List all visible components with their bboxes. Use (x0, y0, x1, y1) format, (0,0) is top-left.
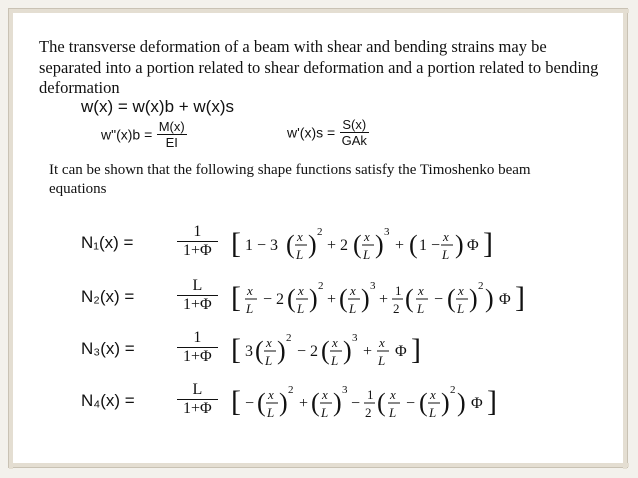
prefactor-numerator: L (177, 381, 218, 400)
equation-bending-lhs: w"(x)b = (101, 126, 153, 143)
svg-text:(: ( (447, 284, 456, 313)
svg-text:(: ( (311, 388, 320, 417)
shape-function-body (229, 327, 637, 373)
slide (8, 8, 628, 468)
equation-bending-denominator: EI (165, 135, 178, 150)
shape-function-body-svg (229, 221, 637, 267)
prefactor-numerator: 1 (177, 223, 218, 242)
svg-text:1 −: 1 − (419, 237, 441, 254)
shape-function-n2 (81, 275, 638, 325)
svg-text:): ) (279, 388, 288, 417)
svg-text:L: L (349, 301, 357, 316)
svg-text:): ) (343, 336, 352, 365)
prefactor-numerator: L (177, 277, 218, 296)
slide-border-bottom (9, 463, 629, 467)
svg-text:Φ: Φ (395, 343, 407, 360)
prefactor-denominator: 1+Φ (183, 348, 212, 365)
equation-bending-fraction (157, 119, 187, 150)
svg-text:2: 2 (393, 301, 400, 316)
equation-shear-lhs: w'(x)s = (287, 124, 336, 141)
svg-text:(: ( (287, 284, 296, 313)
svg-text:): ) (309, 284, 318, 313)
shape-function-n4 (81, 379, 638, 429)
svg-text:x: x (430, 387, 436, 402)
svg-text:[: [ (231, 227, 241, 260)
prefactor-numerator: 1 (177, 329, 218, 348)
equation-shear-denominator: GAk (341, 133, 367, 148)
svg-text:x: x (364, 229, 370, 244)
shape-function-body (229, 221, 637, 267)
equation-bending-numerator: M(x) (158, 119, 185, 134)
prefactor-denominator: 1+Φ (183, 400, 212, 417)
prefactor-denominator: 1+Φ (183, 296, 212, 313)
shape-function-label: N₄(x) = (81, 391, 135, 410)
svg-text:x: x (350, 283, 356, 298)
equation-total-deflection: w(x) = w(x)b + w(x)s (81, 97, 234, 116)
svg-text:L: L (246, 301, 254, 316)
svg-text:2: 2 (318, 280, 324, 292)
svg-text:+: + (363, 343, 373, 360)
svg-text:): ) (361, 284, 370, 313)
svg-text:(: ( (286, 230, 295, 259)
svg-text:]: ] (483, 227, 493, 260)
svg-text:): ) (375, 230, 384, 259)
svg-text:L: L (296, 247, 304, 262)
shape-function-label: N₁(x) = (81, 233, 134, 252)
svg-text:]: ] (487, 385, 497, 418)
svg-text:1: 1 (367, 387, 374, 402)
shape-function-body (229, 275, 637, 321)
svg-text:2: 2 (365, 405, 372, 420)
intro-paragraph: The transverse deformation of a beam with shear and bending strains may be separated into a portion related to shear deformation and a portion related to bending deformation (39, 37, 599, 97)
svg-text:x: x (298, 283, 304, 298)
shape-function-prefactor (177, 223, 218, 260)
svg-text:x: x (379, 335, 385, 350)
svg-text:Φ: Φ (499, 291, 511, 308)
svg-text:L: L (331, 353, 339, 368)
shape-function-label: N₂(x) = (81, 287, 135, 306)
svg-text:): ) (441, 388, 450, 417)
svg-text:2: 2 (288, 384, 294, 396)
equation-bending (101, 119, 187, 159)
svg-text:L: L (321, 405, 329, 420)
svg-text:(: ( (353, 230, 362, 259)
svg-text:(: ( (339, 284, 348, 313)
svg-text:−: − (245, 395, 255, 412)
slide-border-top (9, 9, 629, 13)
svg-text:x: x (332, 335, 338, 350)
svg-text:x: x (390, 387, 396, 402)
svg-text:−: − (434, 291, 444, 308)
svg-text:−: − (351, 395, 361, 412)
svg-text:(: ( (405, 284, 414, 313)
svg-text:x: x (443, 229, 449, 244)
svg-text:−: − (406, 395, 416, 412)
shape-function-body-svg (229, 327, 637, 373)
equation-shear-fraction (340, 117, 369, 148)
svg-text:3: 3 (245, 343, 253, 360)
svg-text:(: ( (419, 388, 428, 417)
svg-text:(: ( (257, 388, 266, 417)
shape-function-body (229, 379, 637, 425)
svg-text:(: ( (321, 336, 330, 365)
shape-function-label: N₃(x) = (81, 339, 135, 358)
svg-text:3: 3 (370, 280, 376, 292)
svg-text:x: x (247, 283, 253, 298)
svg-text:1: 1 (395, 283, 402, 298)
svg-text:+ 2: + 2 (327, 237, 349, 254)
svg-text:L: L (363, 247, 371, 262)
slide-border-left (9, 9, 13, 469)
svg-text:L: L (265, 353, 273, 368)
svg-text:L: L (417, 301, 425, 316)
statement-paragraph: It can be shown that the following shape functions satisfy the Timoshenko beam equations (49, 162, 531, 197)
svg-text:2: 2 (478, 280, 484, 292)
svg-text:L: L (442, 247, 450, 262)
svg-text:2: 2 (286, 332, 292, 344)
svg-text:− 2: − 2 (297, 343, 319, 360)
svg-text:(: ( (377, 388, 386, 417)
svg-text:): ) (308, 230, 317, 259)
svg-text:L: L (297, 301, 305, 316)
shape-function-prefactor (177, 381, 218, 418)
svg-text:]: ] (515, 281, 525, 314)
svg-text:x: x (297, 229, 303, 244)
svg-text:+: + (299, 395, 309, 412)
shape-function-prefactor (177, 329, 218, 366)
svg-text:x: x (268, 387, 274, 402)
svg-text:Φ: Φ (471, 395, 483, 412)
svg-text:x: x (322, 387, 328, 402)
svg-text:Φ: Φ (467, 237, 479, 254)
svg-text:): ) (277, 336, 286, 365)
svg-text:x: x (266, 335, 272, 350)
svg-text:1 − 3: 1 − 3 (245, 237, 279, 254)
svg-text:(: ( (255, 336, 264, 365)
svg-text:3: 3 (384, 226, 390, 238)
shape-function-prefactor (177, 277, 218, 314)
svg-text:L: L (267, 405, 275, 420)
shape-function-n1 (81, 221, 638, 271)
svg-text:): ) (469, 284, 478, 313)
svg-text:(: ( (409, 230, 418, 259)
shape-function-n3 (81, 327, 638, 377)
svg-text:+: + (395, 237, 405, 254)
svg-text:2: 2 (450, 384, 456, 396)
svg-text:+: + (379, 291, 389, 308)
svg-text:L: L (457, 301, 465, 316)
svg-text:[: [ (231, 281, 241, 314)
svg-text:[: [ (231, 333, 241, 366)
svg-text:x: x (418, 283, 424, 298)
svg-text:L: L (429, 405, 437, 420)
svg-text:− 2: − 2 (263, 291, 285, 308)
svg-text:[: [ (231, 385, 241, 418)
svg-text:): ) (485, 284, 494, 313)
equation-shear (287, 117, 369, 157)
svg-text:L: L (389, 405, 397, 420)
svg-text:): ) (333, 388, 342, 417)
svg-text:+: + (327, 291, 337, 308)
shape-function-body-svg (229, 275, 637, 321)
svg-text:2: 2 (317, 226, 323, 238)
svg-text:3: 3 (342, 384, 348, 396)
svg-text:]: ] (411, 333, 421, 366)
svg-text:): ) (455, 230, 464, 259)
equation-shear-numerator: S(x) (340, 117, 369, 133)
svg-text:3: 3 (352, 332, 358, 344)
svg-text:L: L (378, 353, 386, 368)
shape-function-body-svg (229, 379, 637, 425)
prefactor-denominator: 1+Φ (183, 242, 212, 259)
svg-text:x: x (458, 283, 464, 298)
svg-text:): ) (457, 388, 466, 417)
